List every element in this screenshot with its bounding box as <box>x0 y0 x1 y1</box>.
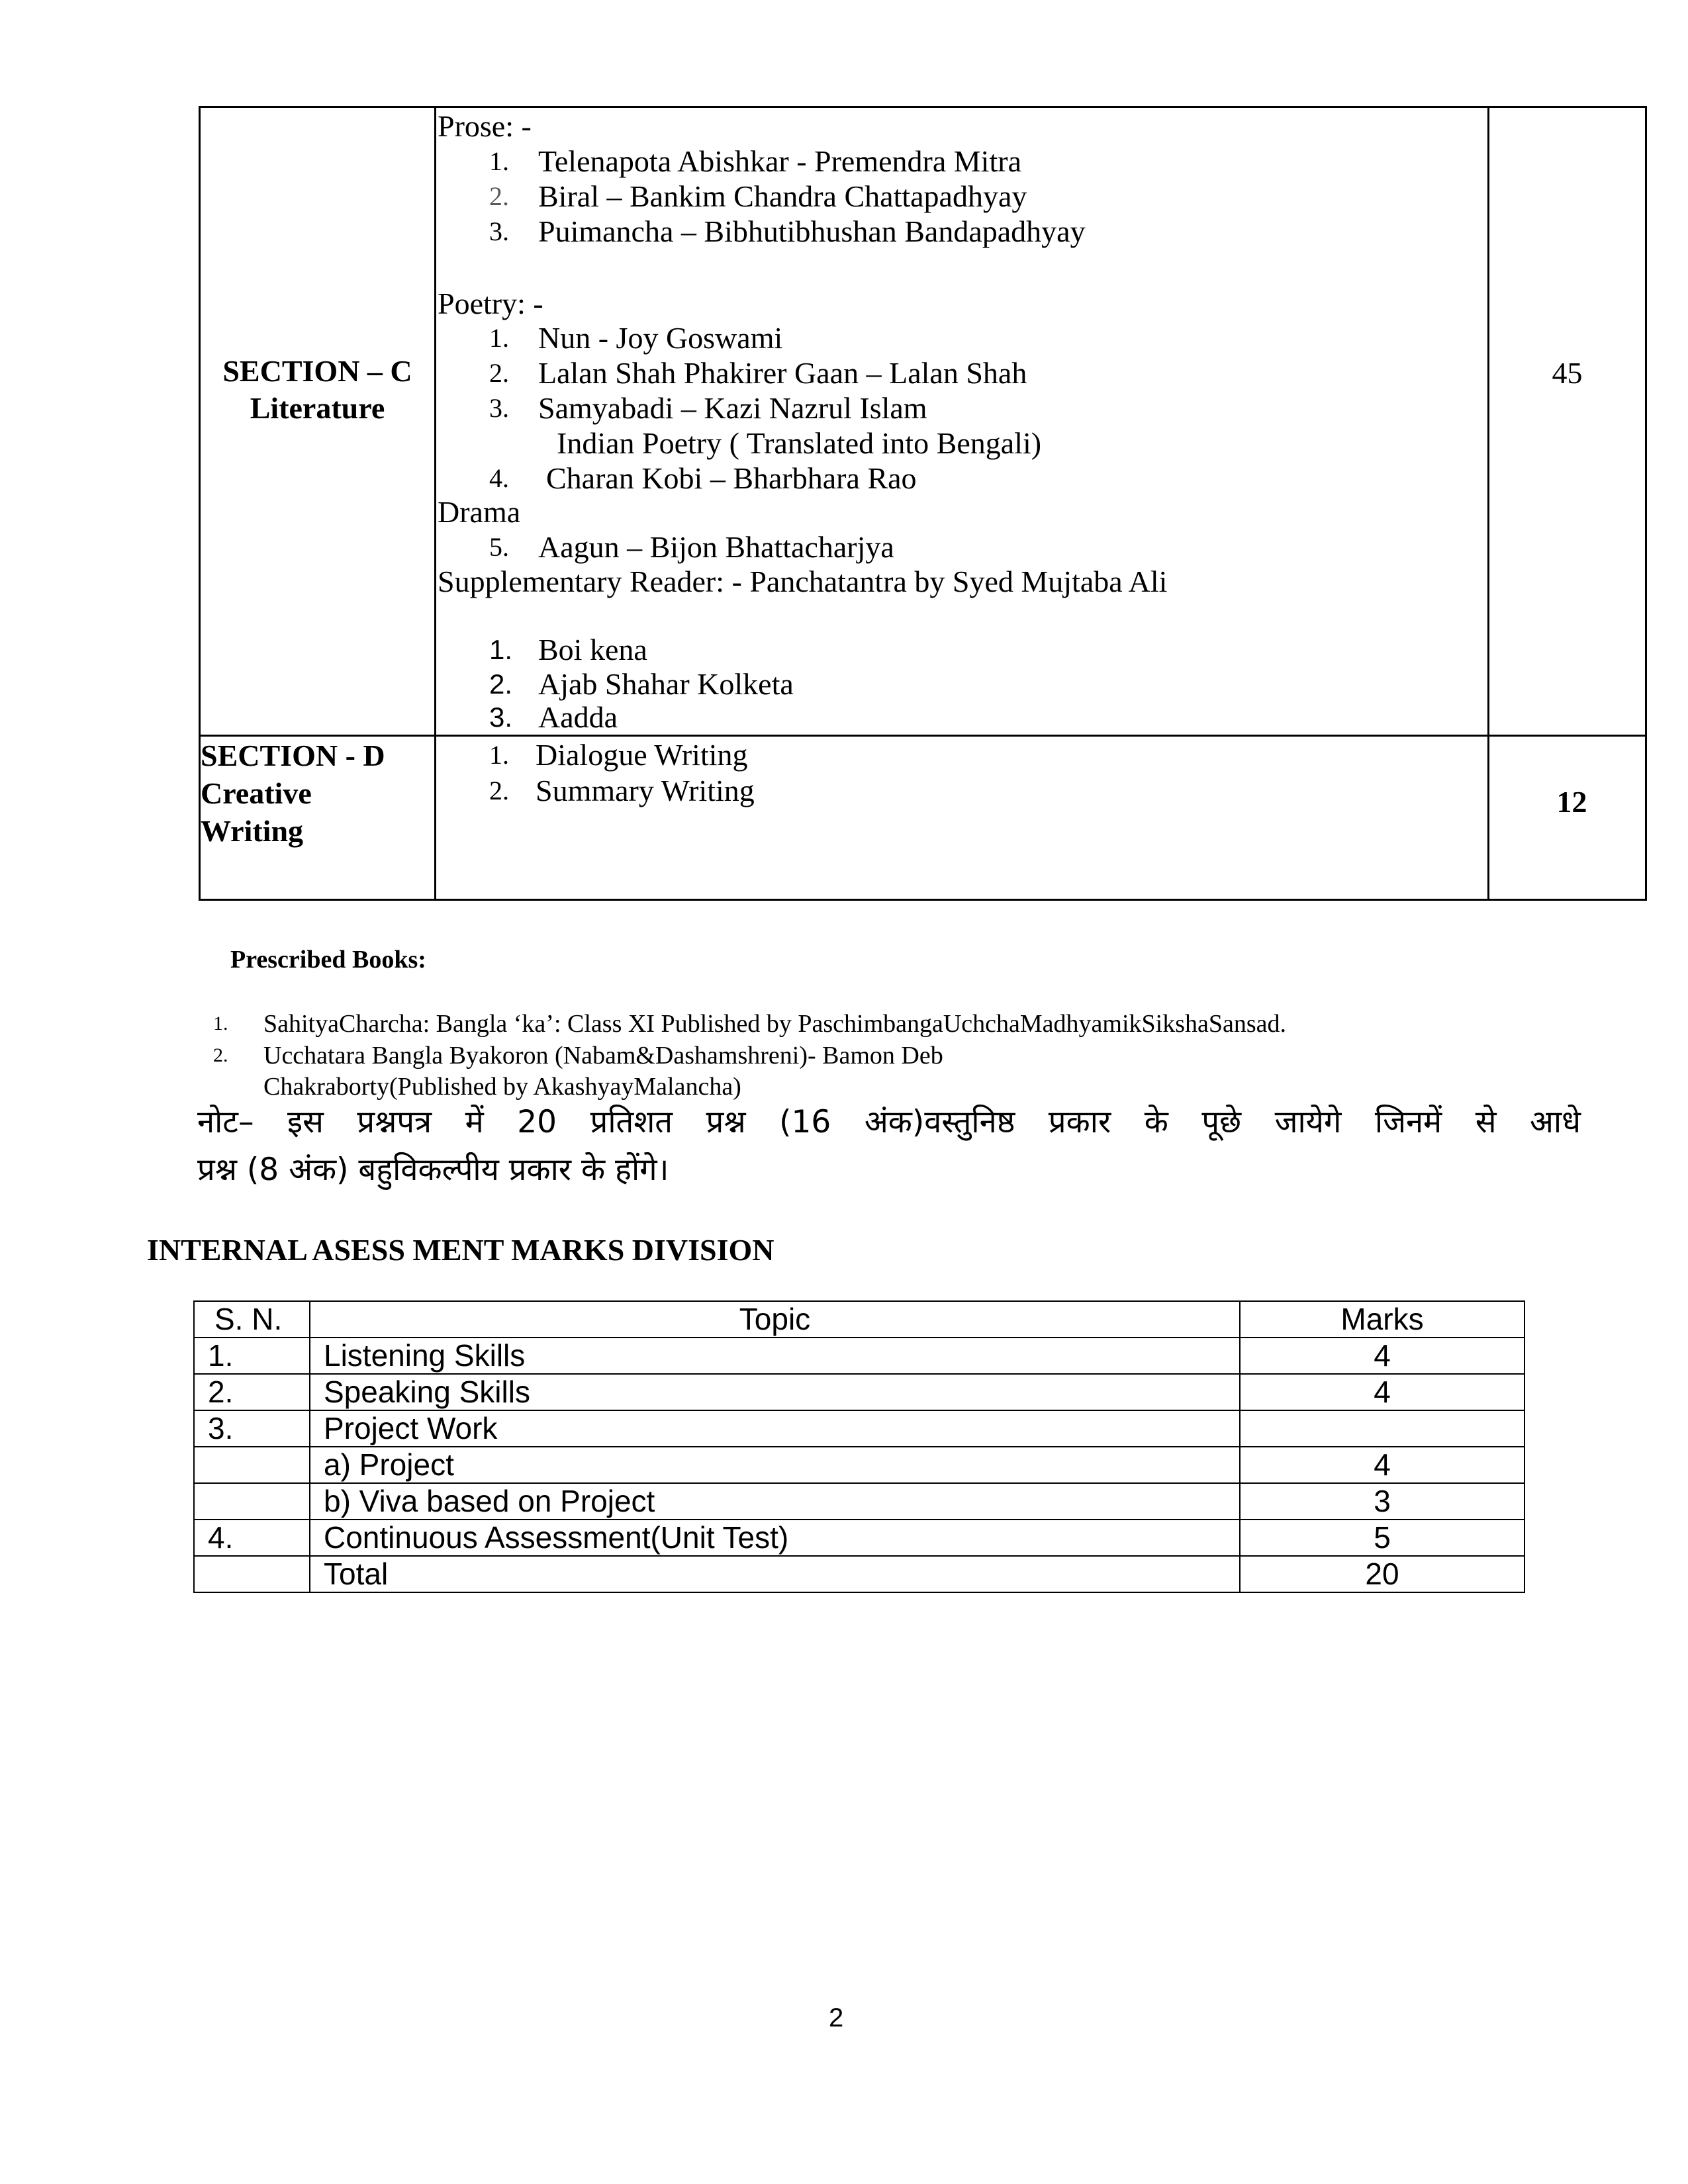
assessment-header-row <box>194 1301 1524 1338</box>
section-d-subtitle-1: Creative <box>201 776 312 810</box>
row-marks: 20 <box>1240 1556 1524 1592</box>
poetry-1-text: Nun - Joy Goswami <box>538 321 783 355</box>
section-d-item-2-text: Summary Writing <box>536 774 755 807</box>
section-d-item-1-num: 1. <box>489 740 509 770</box>
section-d-item-2-num: 2. <box>489 776 509 805</box>
prose-heading: Prose: - <box>438 109 532 143</box>
section-c-title: SECTION – C <box>222 354 412 388</box>
prose-2-text: Biral – Bankim Chandra Chattapadhyay <box>538 179 1027 213</box>
prose-3-text: Puimancha – Bibhutibhushan Bandapadhyay <box>538 214 1086 248</box>
drama-5-text: Aagun – Bijon Bhattacharjya <box>538 530 894 564</box>
section-c-label-cell <box>200 107 436 736</box>
section-d-item-1-text: Dialogue Writing <box>536 738 748 772</box>
row-topic: Total <box>310 1556 1240 1592</box>
row-sn <box>194 1447 310 1483</box>
section-d-marks-cell <box>1489 736 1646 900</box>
section-d-row <box>200 736 1646 900</box>
supp-3-num: 3. <box>489 702 513 733</box>
exam-note-line-2: प्रश्न (8 अंक) बहुविकल्पीय प्रकार के होंगे। <box>197 1152 669 1188</box>
book-2-num: 2. <box>213 1044 228 1066</box>
row-sn: 2. <box>194 1374 310 1410</box>
supp-2-num: 2. <box>489 668 513 700</box>
prose-1-num: 1. <box>489 146 509 176</box>
row-marks: 5 <box>1240 1520 1524 1556</box>
supp-1-num: 1. <box>489 634 513 665</box>
section-d-marks: 12 <box>1556 785 1587 819</box>
supp-1-text: Boi kena <box>538 633 647 666</box>
drama-heading: Drama <box>438 495 521 529</box>
table-row <box>194 1447 1524 1483</box>
supp-2-text: Ajab Shahar Kolketa <box>538 667 794 701</box>
table-row <box>194 1483 1524 1520</box>
poetry-1-num: 1. <box>489 323 509 353</box>
table-row <box>194 1520 1524 1556</box>
section-c-marks: 45 <box>1552 356 1583 390</box>
row-marks: 3 <box>1240 1483 1524 1520</box>
table-row <box>194 1338 1524 1374</box>
section-d-title: SECTION - D <box>201 739 385 772</box>
poetry-2-text: Lalan Shah Phakirer Gaan – Lalan Shah <box>538 356 1027 390</box>
table-row <box>194 1374 1524 1410</box>
row-marks <box>1240 1410 1524 1447</box>
poetry-4-num: 4. <box>489 463 509 493</box>
col-header-topic: Topic <box>310 1301 1240 1338</box>
internal-assessment-heading: INTERNAL ASESS MENT MARKS DIVISION <box>147 1233 774 1267</box>
row-topic: b) Viva based on Project <box>310 1483 1240 1520</box>
poetry-3-text: Samyabadi – Kazi Nazrul Islam <box>538 391 927 425</box>
row-topic: Speaking Skills <box>310 1374 1240 1410</box>
syllabus-table <box>199 106 1647 901</box>
row-marks: 4 <box>1240 1338 1524 1374</box>
poetry-4-text: Charan Kobi – Bharbhara Rao <box>546 461 917 495</box>
section-d-label-cell <box>200 736 436 900</box>
supp-3-text: Aadda <box>538 700 618 734</box>
book-2-text: Ucchatara Bangla Byakoron (Nabam&Dashamshreni)- Bamon Deb <box>263 1042 943 1069</box>
indian-poetry-note: Indian Poetry ( Translated into Bengali) <box>557 426 1042 460</box>
poetry-2-num: 2. <box>489 358 509 388</box>
row-topic: Listening Skills <box>310 1338 1240 1374</box>
poetry-3-num: 3. <box>489 393 509 423</box>
row-sn: 3. <box>194 1410 310 1447</box>
col-header-sn: S. N. <box>194 1301 310 1338</box>
section-c-marks-cell <box>1489 107 1646 736</box>
row-sn: 4. <box>194 1520 310 1556</box>
internal-assessment-table <box>193 1300 1525 1593</box>
row-sn <box>194 1556 310 1592</box>
section-c-content-cell <box>436 107 1489 736</box>
row-topic: Continuous Assessment(Unit Test) <box>310 1520 1240 1556</box>
prescribed-books-heading: Prescribed Books: <box>230 946 426 974</box>
drama-5-num: 5. <box>489 532 509 562</box>
supplementary-reader: Supplementary Reader: - Panchatantra by Syed Mujtaba Ali <box>438 565 1168 598</box>
row-topic: Project Work <box>310 1410 1240 1447</box>
row-marks: 4 <box>1240 1374 1524 1410</box>
table-row <box>194 1410 1524 1447</box>
poetry-heading: Poetry: - <box>438 287 543 320</box>
book-1-text: SahityaCharcha: Bangla ‘ka’: Class XI Published by PaschimbangaUchchaMadhyamikSikshaSansad. <box>263 1010 1287 1038</box>
row-sn <box>194 1483 310 1520</box>
page-number: 2 <box>829 2003 844 2032</box>
section-c-row <box>200 107 1646 736</box>
section-c-subtitle: Literature <box>250 391 385 425</box>
section-d-subtitle-2: Writing <box>201 814 304 848</box>
table-row-total <box>194 1556 1524 1592</box>
row-topic: a) Project <box>310 1447 1240 1483</box>
prose-3-num: 3. <box>489 216 509 246</box>
exam-note <box>197 1099 1581 1194</box>
exam-note-line-1: नोट– इस प्रश्नपत्र में 20 प्रतिशत प्रश्न (16 अंक)वस्तुनिष्ठ प्रकार के पूछे जायेगे जिनमें से आधे <box>197 1104 1581 1140</box>
book-2-text-cont: Chakraborty(Published by AkashyayMalancha) <box>263 1073 741 1101</box>
prose-2-num: 2. <box>489 181 509 211</box>
row-sn: 1. <box>194 1338 310 1374</box>
prose-1-text: Telenapota Abishkar - Premendra Mitra <box>538 144 1021 178</box>
section-d-content-cell <box>436 736 1489 900</box>
row-marks: 4 <box>1240 1447 1524 1483</box>
col-header-marks: Marks <box>1240 1301 1524 1338</box>
book-1-num: 1. <box>213 1013 228 1034</box>
